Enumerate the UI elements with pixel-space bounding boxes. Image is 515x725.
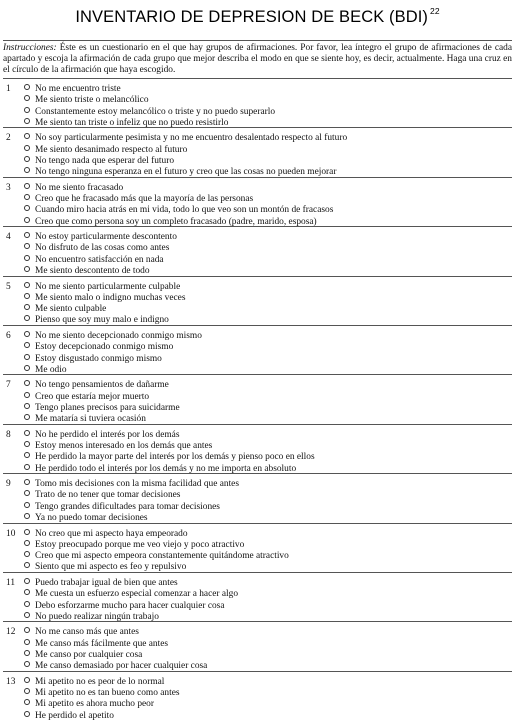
- answer-text: No tengo ninguna esperanza en el futuro y creo que las cosas no pueden mejorar: [35, 167, 337, 178]
- answer-text: Estoy preocupado porque me veo viejo y poco atractivo: [35, 539, 245, 550]
- answer-text: Me mataría si tuviera ocasión: [35, 414, 146, 425]
- item-divider: [3, 78, 512, 79]
- answer-text: No puedo realizar ningún trabajo: [35, 611, 159, 622]
- answer-text: No tengo nada que esperar del futuro: [35, 155, 175, 166]
- answer-radio[interactable]: [24, 661, 30, 667]
- page-title: [0, 6, 515, 27]
- answer-text: Creo que como persona soy un completo fracasado (padre, marido, esposa): [35, 216, 317, 227]
- answer-radio[interactable]: [24, 540, 30, 546]
- answer-option[interactable]: [24, 639, 168, 650]
- answer-text: Puedo trabajar igual de bien que antes: [35, 578, 178, 588]
- answer-option[interactable]: [24, 551, 289, 562]
- answer-radio[interactable]: [24, 232, 30, 238]
- answer-text: Me odio: [35, 364, 67, 375]
- answer-text: No tengo pensamientos de dañarme: [35, 380, 169, 391]
- item-divider: [3, 226, 512, 227]
- answer-text: Cuando miro hacia atrás en mi vida, todo lo que veo son un montón de fracasos: [35, 205, 334, 216]
- answer-text: No me siento decepcionado conmigo mismo: [35, 331, 202, 341]
- answer-text: Mi apetito es ahora mucho peor: [35, 699, 154, 710]
- answer-option[interactable]: [24, 255, 164, 266]
- question-number: 12: [6, 627, 16, 638]
- answer-text: Debo esforzarme mucho para hacer cualquier cosa: [35, 600, 225, 611]
- answer-radio[interactable]: [24, 502, 30, 508]
- answer-text: Me siento tan triste o infeliz que no puedo resistirlo: [35, 117, 229, 128]
- answer-option[interactable]: [24, 145, 187, 156]
- answer-radio[interactable]: [24, 156, 30, 162]
- answer-text: Constantemente estoy melancólico o triste y no puedo superarlo: [35, 106, 276, 117]
- answer-option[interactable]: [24, 699, 154, 710]
- answer-text: Estoy disgustado conmigo mismo: [35, 353, 162, 364]
- answer-option[interactable]: [24, 392, 149, 403]
- item-divider: [3, 325, 512, 326]
- header-divider: [3, 40, 512, 41]
- answer-radio[interactable]: [24, 293, 30, 299]
- answer-option[interactable]: [24, 293, 186, 304]
- answer-option[interactable]: [24, 441, 212, 452]
- answer-option[interactable]: [24, 650, 142, 661]
- answer-radio[interactable]: [24, 601, 30, 607]
- answer-option[interactable]: [24, 156, 174, 167]
- answer-option[interactable]: [24, 452, 315, 463]
- answer-text: Creo que he fracasado más que la mayoría de las personas: [35, 194, 254, 205]
- answer-text: No me siento particularmente culpable: [35, 281, 181, 292]
- answer-radio[interactable]: [24, 627, 30, 633]
- answer-radio[interactable]: [24, 414, 30, 420]
- answer-radio[interactable]: [24, 84, 30, 90]
- answer-option[interactable]: [24, 304, 106, 315]
- answer-option[interactable]: [24, 589, 238, 600]
- item-divider: [3, 177, 512, 178]
- answer-text: Tomo mis decisiones con la misma facilidad que antes: [35, 479, 239, 490]
- answer-radio[interactable]: [24, 562, 30, 568]
- answer-radio[interactable]: [24, 255, 30, 261]
- answer-text: Creo que mi aspecto empeora constantemente quitándome atractivo: [35, 551, 289, 562]
- answer-option[interactable]: [24, 490, 180, 501]
- item-divider: [3, 621, 512, 622]
- answer-text: Me canso por cualquier cosa: [35, 649, 143, 660]
- answer-text: No me siento fracasado: [35, 182, 124, 193]
- answer-option[interactable]: [24, 540, 244, 551]
- answer-radio[interactable]: [24, 183, 30, 189]
- answer-radio[interactable]: [24, 95, 30, 101]
- answer-radio[interactable]: [24, 380, 30, 386]
- answer-radio[interactable]: [24, 479, 30, 485]
- answer-option[interactable]: [24, 342, 173, 353]
- answer-radio[interactable]: [24, 118, 30, 124]
- answer-radio[interactable]: [24, 243, 30, 249]
- answer-option[interactable]: [24, 95, 149, 106]
- question-number: 1: [6, 84, 11, 94]
- answer-radio[interactable]: [24, 529, 30, 535]
- question-number: 13: [6, 676, 16, 687]
- instructions-text: Éste es un cuestionario en el que hay grupos de afirmaciones. Por favor, lea íntegro el grupo de afirmaciones de cada apartado y escoja la afirmación de cada grupo que mejor describa el modo en que se siente hoy, es decir, actualmente. Haga una cruz en el círculo de la afirmación que haya escogido.: [3, 43, 512, 76]
- answer-option[interactable]: [24, 331, 202, 342]
- answer-text: Creo que estaría mejor muerto: [35, 391, 150, 402]
- question-number: 3: [6, 182, 11, 193]
- answer-text: Me siento malo o indigno muchas veces: [35, 292, 186, 303]
- answer-text: No me canso más que antes: [35, 627, 139, 638]
- item-divider: [3, 671, 512, 672]
- answer-text: He perdido todo el interés por los demás y no me importa en absoluto: [35, 463, 297, 474]
- footnote-marker: 22: [430, 6, 440, 16]
- answer-radio[interactable]: [24, 354, 30, 360]
- instructions-paragraph: [3, 43, 512, 76]
- answer-text: No estoy particularmente descontento: [35, 232, 177, 243]
- answer-radio[interactable]: [24, 145, 30, 151]
- answer-text: Me cuesta un esfuerzo especial comenzar a hacer algo: [35, 589, 239, 600]
- answer-radio[interactable]: [24, 639, 30, 645]
- answer-radio[interactable]: [24, 490, 30, 496]
- answer-option[interactable]: [24, 601, 224, 612]
- answer-text: Siento que mi aspecto es feo y repulsivo: [35, 562, 187, 573]
- question-number: 4: [6, 232, 11, 243]
- answer-option[interactable]: [24, 430, 180, 441]
- question-number: 10: [6, 528, 16, 539]
- title-text: INVENTARIO DE DEPRESION DE BECK (BDI): [75, 8, 429, 26]
- answer-radio[interactable]: [24, 205, 30, 211]
- answer-option[interactable]: [24, 107, 275, 118]
- answer-radio[interactable]: [24, 403, 30, 409]
- answer-radio[interactable]: [24, 133, 30, 139]
- answer-text: Me siento culpable: [35, 304, 107, 315]
- answer-radio[interactable]: [24, 612, 30, 618]
- answer-option[interactable]: [24, 627, 139, 638]
- answer-radio[interactable]: [24, 650, 30, 656]
- answer-option[interactable]: [24, 354, 162, 365]
- instructions-label: Instrucciones:: [3, 43, 57, 53]
- answer-text: He perdido el apetito: [35, 710, 114, 721]
- answer-radio[interactable]: [24, 441, 30, 447]
- answer-option[interactable]: [24, 578, 178, 589]
- answer-radio[interactable]: [24, 342, 30, 348]
- answer-option[interactable]: [24, 688, 180, 699]
- answer-radio[interactable]: [24, 194, 30, 200]
- answer-option[interactable]: [24, 403, 180, 414]
- answer-radio[interactable]: [24, 331, 30, 337]
- answer-text: Pienso que soy muy malo e indigno: [35, 315, 169, 326]
- answer-radio[interactable]: [24, 711, 30, 717]
- answer-radio[interactable]: [24, 464, 30, 470]
- answer-radio[interactable]: [24, 266, 30, 272]
- answer-radio[interactable]: [24, 217, 30, 223]
- answer-option[interactable]: [24, 479, 239, 490]
- answer-option[interactable]: [24, 194, 253, 205]
- answer-radio[interactable]: [24, 392, 30, 398]
- answer-text: No disfruto de las cosas como antes: [35, 243, 170, 254]
- answer-radio[interactable]: [24, 688, 30, 694]
- answer-option[interactable]: [24, 282, 180, 293]
- answer-option[interactable]: [24, 133, 347, 144]
- answer-text: He perdido la mayor parte del interés por los demás y pienso poco en ellos: [35, 452, 315, 463]
- answer-text: Me canso más fácilmente que antes: [35, 638, 169, 649]
- answer-text: Estoy decepcionado conmigo mismo: [35, 342, 174, 353]
- question-number: 7: [6, 380, 11, 391]
- item-divider: [3, 572, 512, 573]
- item-divider: [3, 473, 512, 474]
- answer-text: Me siento descontento de todo: [35, 266, 150, 277]
- answer-radio[interactable]: [24, 282, 30, 288]
- answer-option[interactable]: [24, 529, 188, 540]
- answer-text: Tengo grandes dificultades para tomar decisiones: [35, 501, 220, 512]
- answer-option[interactable]: [24, 205, 333, 216]
- answer-text: Me canso demasiado por hacer cualquier cosa: [35, 661, 208, 672]
- question-number: 8: [6, 429, 11, 440]
- item-divider: [3, 127, 512, 128]
- answer-text: Me siento triste o melancólico: [35, 95, 149, 106]
- answer-option[interactable]: [24, 677, 164, 688]
- question-number: 9: [6, 479, 11, 490]
- item-divider: [3, 276, 512, 277]
- answer-radio[interactable]: [24, 589, 30, 595]
- answer-text: No me encuentro triste: [35, 84, 121, 94]
- answer-text: No creo que mi aspecto haya empeorado: [35, 528, 188, 539]
- item-divider: [3, 523, 512, 524]
- answer-text: No soy particularmente pesimista y no me encuentro desalentado respecto al futuro: [35, 133, 348, 144]
- answer-text: Trato de no tener que tomar decisiones: [35, 490, 181, 501]
- answer-option[interactable]: [24, 183, 123, 194]
- answer-text: Ya no puedo tomar decisiones: [35, 513, 148, 524]
- answer-radio[interactable]: [24, 315, 30, 321]
- answer-radio[interactable]: [24, 578, 30, 584]
- answer-radio[interactable]: [24, 365, 30, 371]
- question-number: 11: [6, 578, 16, 588]
- answer-radio[interactable]: [24, 304, 30, 310]
- answer-radio[interactable]: [24, 677, 30, 683]
- answer-option[interactable]: [24, 502, 220, 513]
- answer-radio[interactable]: [24, 513, 30, 519]
- answer-text: Tengo planes precisos para suicidarme: [35, 402, 180, 413]
- answer-option[interactable]: [24, 84, 121, 95]
- item-divider: [3, 424, 512, 425]
- item-divider: [3, 374, 512, 375]
- question-number: 5: [6, 281, 11, 292]
- answer-radio[interactable]: [24, 452, 30, 458]
- answer-text: Mi apetito no es tan bueno como antes: [35, 688, 180, 699]
- answer-option[interactable]: [24, 232, 177, 243]
- answer-text: Estoy menos interesado en los demás que antes: [35, 441, 213, 452]
- answer-text: No he perdido el interés por los demás: [35, 429, 180, 440]
- answer-text: Me siento desanimado respecto al futuro: [35, 144, 188, 155]
- answer-radio[interactable]: [24, 107, 30, 113]
- answer-radio[interactable]: [24, 699, 30, 705]
- answer-radio[interactable]: [24, 430, 30, 436]
- answer-radio[interactable]: [24, 551, 30, 557]
- answer-text: No encuentro satisfacción en nada: [35, 254, 164, 265]
- answer-text: Mi apetito no es peor de lo normal: [35, 676, 165, 687]
- answer-radio[interactable]: [24, 167, 30, 173]
- answer-option[interactable]: [24, 711, 114, 722]
- question-number: 6: [6, 331, 11, 341]
- answer-option[interactable]: [24, 380, 169, 391]
- question-number: 2: [6, 133, 11, 144]
- answer-option[interactable]: [24, 243, 169, 254]
